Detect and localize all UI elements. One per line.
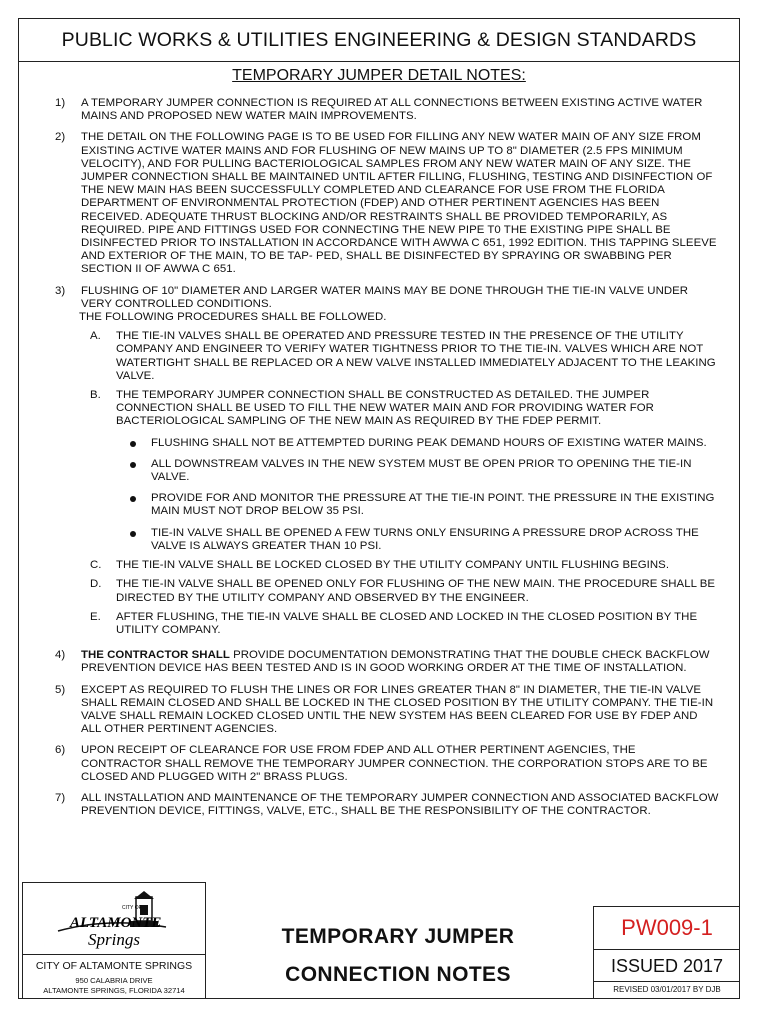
subnote-d: D. THE TIE-IN VALVE SHALL BE OPENED ONLY FOR FLUSHING OF THE NEW MAIN. THE PROCEDURE SHALL BE DIRECTED BY THE UTILITY COMPANY AND OBSERVED BY THE ENGINEER.: [90, 578, 716, 604]
notes-list: [19, 97, 739, 826]
note-6: 6) UPON RECEIPT OF CLEARANCE FOR USE FROM FDEP AND ALL OTHER PERTINENT AGENCIES, THE CONTRACTOR SHALL REMOVE THE TEMPORARY JUMPER CONNECTION. THE CORPORATION STOPS ARE TO BE CLOSED AND PLUGGED WITH 2" BRASS PLUGS.: [55, 744, 708, 783]
drawing-number: PW009-1: [621, 915, 713, 940]
subnote-a: A. THE TIE-IN VALVES SHALL BE OPERATED AND PRESSURE TESTED IN THE PRESENCE OF THE UTILITY COMPANY AND ENGINEER TO VERIFY WATER TIGHTNESS PRIOR TO THE TIE-IN. VALVES WHICH ARE NOT WATERTIGHT SHALL BE REPLACED OR A NEW VALVE INSTALLED IMMEDIATELY ADJACENT TO THE LEAKING VALVE.: [90, 330, 716, 382]
city-address: 950 CALABRIA DRIVE ALTAMONTE SPRINGS, FLORIDA 32714: [43, 976, 185, 995]
svg-text:Springs: Springs: [88, 930, 140, 949]
note-7: 7) ALL INSTALLATION AND MAINTENANCE OF THE TEMPORARY JUMPER CONNECTION AND ASSOCIATED BACKFLOW PREVENTION DEVICE, FITTINGS, VALVE, ETC., SHALL BE THE RESPONSIBILITY OF THE CONTRACTOR.: [55, 791, 719, 818]
standards-header: PUBLIC WORKS & UTILITIES ENGINEERING & DESIGN STANDARDS: [19, 19, 739, 62]
bullet-dot-icon: [130, 531, 136, 537]
note-5: 5) EXCEPT AS REQUIRED TO FLUSH THE LINES OR FOR LINES GREATER THAN 8" IN DIAMETER, THE TIE-IN VALVE SHALL REMAIN CLOSED AND SHALL BE LOCKED IN THE CLOSED POSITION BY THE UTILITY COMPANY. THE TIE-IN VALVE SHALL REMAIN LOCKED CLOSED UNTIL THE NEW SYSTEM HAS BEEN CLEARED FOR USE BY FDEP AND ALL OTHER PERTINENT AGENCIES.: [55, 683, 714, 736]
subnote-e: E. AFTER FLUSHING, THE TIE-IN VALVE SHALL BE CLOSED AND LOCKED IN THE CLOSED POSITION BY THE UTILITY COMPANY.: [90, 610, 698, 636]
bullet-dot-icon: [130, 441, 136, 447]
note-1: 1) A TEMPORARY JUMPER CONNECTION IS REQUIRED AT ALL CONNECTIONS BETWEEN EXISTING ACTIVE WATER MAINS AND PROPOSED NEW WATER MAIN IMPROVEMENTS.: [55, 97, 703, 123]
svg-text:ALTAMONTE: ALTAMONTE: [70, 915, 162, 931]
altamonte-springs-logo: [48, 891, 178, 951]
divider: [594, 949, 740, 950]
issued-year: ISSUED 2017: [610, 956, 724, 976]
divider: [594, 981, 740, 982]
note-4: 4) THE CONTRACTOR SHALL PROVIDE DOCUMENTATION DEMONSTRATING THAT THE DOUBLE CHECK BACKFLOW PREVENTION DEVICE HAS BEEN TESTED AND IS IN GOOD WORKING ORDER AT THE TIME OF INSTALLATION.: [55, 649, 710, 675]
divider: [23, 954, 205, 955]
bullet-item: PROVIDE FOR AND MONITOR THE PRESSURE AT THE TIE-IN POINT. THE PRESSURE IN THE EXISTING MAIN MUST NOT DROP BELOW 35 PSI.: [116, 492, 719, 518]
bullet-item: FLUSHING SHALL NOT BE ATTEMPTED DURING PEAK DEMAND HOURS OF EXISTING WATER MAINS.: [116, 437, 719, 450]
note-3: 3) FLUSHING OF 10" DIAMETER AND LARGER WATER MAINS MAY BE DONE THROUGH THE TIE-IN VALVE UNDER VERY CONTROLLED CONDITIONS. THE FOLLOWING PROCEDURES SHALL BE FOLLOWED. A. THE TIE-IN VALVES SHALL BE OPERATED AND PRESSURE TESTED IN THE PRESENCE OF THE UTILITY COMPANY AND ENGINEER TO VERIFY WATER TIGHTNESS PRIOR TO THE TIE-IN. VALVES WHICH ARE NOT WATERTIGHT SHALL BE REPLACED OR A NEW VALVE INSTALLED IMMEDIATELY ADJACENT TO THE LEAKING VALVE. B. THE TEMPORARY JUMPER CONNECTION SHALL BE CONSTRUCTED AS DETAILED. THE JUMPER CONNECTION SHALL BE USED TO FILL THE NEW WATER MAIN AND FOR PROVIDING WATER FOR BACTERIOLOGICAL SAMPLING OF THE NEW MAIN AS REQUIRED BY THE FDEP PERMIT. FLUSHING SHALL NOT BE ATTEMPTED DURING PEAK DEMAND HOURS OF EXISTING WATER MAINS. ALL DOWNSTREAM VALVES IN THE NEW SYSTEM MUST BE OPEN PRIOR TO OPENING THE TIE-IN VALVE. PROVIDE FOR AND MONITOR THE PRESSURE AT THE TIE-IN POINT. THE PRESSURE IN THE EXISTING MAIN MUST NOT DROP BELOW 35 PSI. TIE-IN VALVE SHALL BE OPENED A FEW TURNS ONLY ENSURING A PRESSURE DROP ACROSS THE VALVE IS ALWAYS GREATER THAN 10 PSI. C. THE TIE-IN VALVE SHALL BE LOCKED CLOSED BY THE UTILITY COMPANY UNTIL FLUSHING BEGINS. D. THE TIE-IN VALVE SHALL BE OPENED ONLY FOR FLUSHING OF THE NEW MAIN. THE PROCEDURE SHALL BE DIRECTED BY THE UTILITY COMPANY AND OBSERVED BY THE ENGINEER. E. AFTER FLUSHING, THE TIE-IN VALVE SHALL BE CLOSED AND LOCKED IN THE CLOSED POSITION BY THE UTILITY COMPANY.: [19, 285, 739, 637]
drawing-title: TEMPORARY JUMPER CONNECTION NOTES: [281, 925, 515, 986]
drawing-sheet: [18, 18, 740, 999]
svg-text:CITY OF: CITY OF: [122, 905, 142, 911]
note-2: 2) THE DETAIL ON THE FOLLOWING PAGE IS TO BE USED FOR FILLING ANY NEW WATER MAIN OF ANY SIZE FROM EXISTING ACTIVE WATER MAINS AND FOR FLUSHING OF NEW MAINS UP TO 8" DIAMETER (2.5 FPS MINIMUM VELOCITY), AND FOR PULLING BACTERIOLOGICAL SAMPLES FROM ANY NEW WATER MAIN OF ANY SIZE. THE JUMPER CONNECTION SHALL BE MAINTAINED UNTIL AFTER FILLING, FLUSHING, TESTING AND DISINFECTION OF THE NEW MAIN HAS BEEN SUCCESSFULLY COMPLETED AND CLEARANCE FOR USE FROM THE FLORIDA DEPARTMENT OF ENVIRONMENTAL PROTECTION (FDEP) AND OTHER PERTINENT AGENCIES HAS BEEN RECEIVED. ADEQUATE THRUST BLOCKING AND/OR RESTRAINTS SHALL BE PROVIDED TEMPORARILY, AS REQUIRED. PIPE AND FITTINGS USED FOR CONNECTING THE NEW PIPE T0 THE EXISTING PIPE SHALL BE DISINFECTED PRIOR TO INSTALLATION IN ACCORDANCE WITH AWWA C 651, 1992 EDITION. THIS TAPPING SLEEVE AND EXTERIOR OF THE MAIN, TO BE TAP- PED, SHALL BE DISINFECTED BY SPRAYING OR SWABBING PER SECTION II OF AWWA C 651.: [55, 131, 717, 276]
subnote-b: B. THE TEMPORARY JUMPER CONNECTION SHALL BE CONSTRUCTED AS DETAILED. THE JUMPER CONNECTION SHALL BE USED TO FILL THE NEW WATER MAIN AND FOR PROVIDING WATER FOR BACTERIOLOGICAL SAMPLING OF THE NEW MAIN AS REQUIRED BY THE FDEP PERMIT. FLUSHING SHALL NOT BE ATTEMPTED DURING PEAK DEMAND HOURS OF EXISTING WATER MAINS. ALL DOWNSTREAM VALVES IN THE NEW SYSTEM MUST BE OPEN PRIOR TO OPENING THE TIE-IN VALVE. PROVIDE FOR AND MONITOR THE PRESSURE AT THE TIE-IN POINT. THE PRESSURE IN THE EXISTING MAIN MUST NOT DROP BELOW 35 PSI. TIE-IN VALVE SHALL BE OPENED A FEW TURNS ONLY ENSURING A PRESSURE DROP ACROSS THE VALVE IS ALWAYS GREATER THAN 10 PSI.: [81, 389, 719, 553]
city-title-block: [22, 882, 206, 999]
bullet-item: TIE-IN VALVE SHALL BE OPENED A FEW TURNS ONLY ENSURING A PRESSURE DROP ACROSS THE VALVE IS ALWAYS GREATER THAN 10 PSI.: [116, 527, 719, 553]
drawing-info-block: [593, 906, 740, 999]
subnote-c: C. THE TIE-IN VALVE SHALL BE LOCKED CLOSED BY THE UTILITY COMPANY UNTIL FLUSHING BEGINS.: [90, 559, 670, 572]
bullet-dot-icon: [130, 496, 136, 502]
city-name: CITY OF ALTAMONTE SPRINGS: [35, 960, 193, 972]
notes-title: TEMPORARY JUMPER DETAIL NOTES:: [232, 67, 526, 84]
bullet-item: ALL DOWNSTREAM VALVES IN THE NEW SYSTEM MUST BE OPEN PRIOR TO OPENING THE TIE-IN VALVE.: [116, 458, 719, 484]
revision-note: REVISED 03/01/2017 BY DJB: [613, 985, 721, 994]
bullet-dot-icon: [130, 462, 136, 468]
